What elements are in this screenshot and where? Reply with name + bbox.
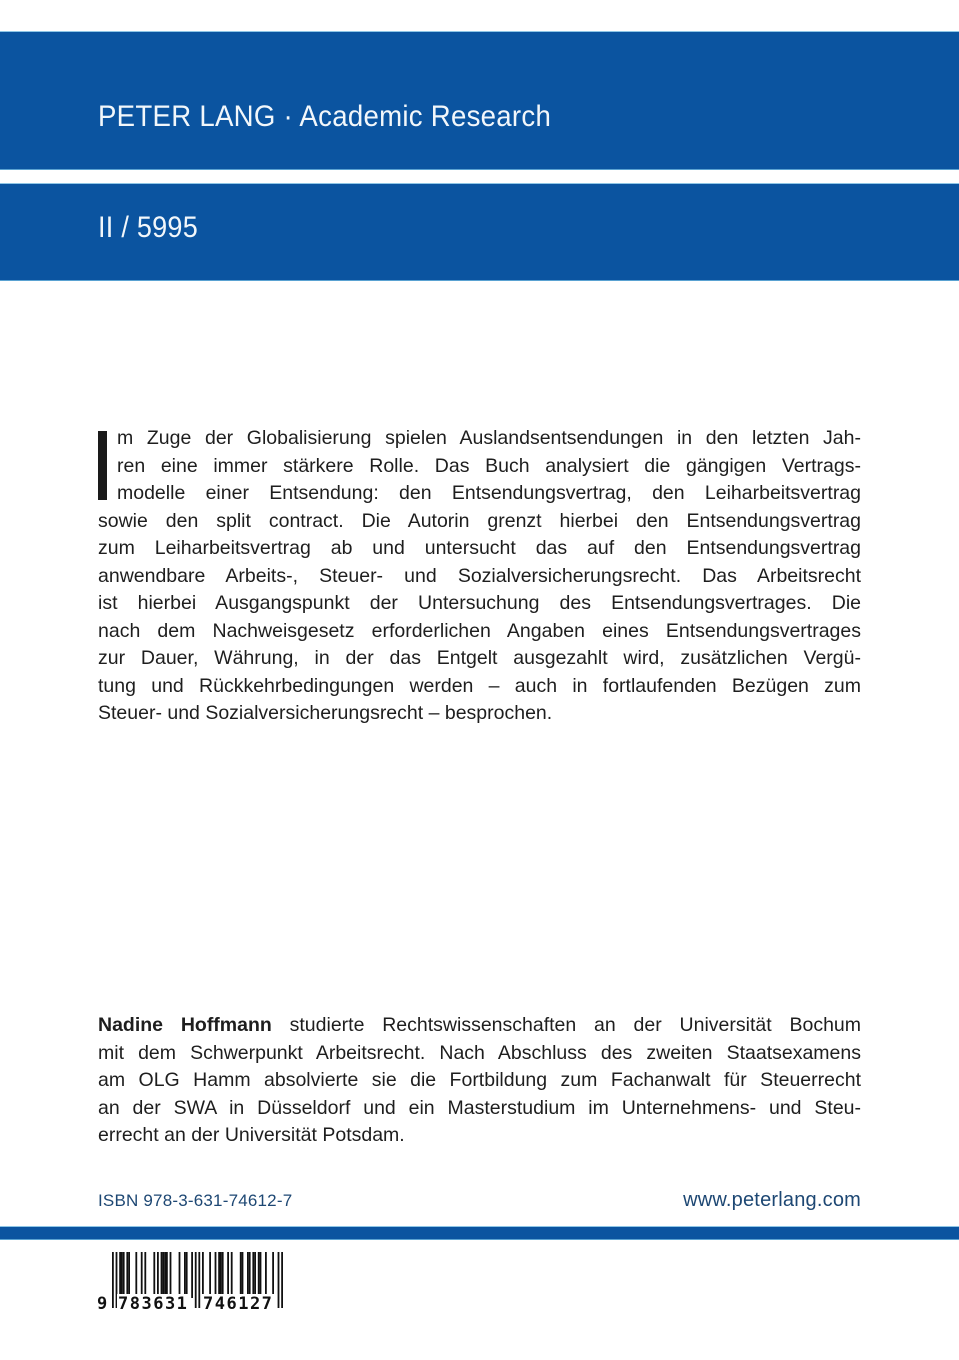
description-line: modelle einer Entsendung: den Entsendungsvertrag, den Leiharbeitsvertrag bbox=[117, 482, 861, 504]
barcode-bar bbox=[123, 1252, 125, 1298]
author-name: Nadine Hoffmann bbox=[98, 1014, 272, 1036]
barcode-bar bbox=[231, 1252, 233, 1298]
barcode-bar bbox=[112, 1252, 114, 1308]
barcode-bar bbox=[135, 1252, 137, 1298]
barcode-bar bbox=[252, 1252, 254, 1298]
barcode-bar bbox=[179, 1252, 181, 1298]
barcode-bar bbox=[161, 1252, 163, 1298]
barcode-bar bbox=[166, 1252, 168, 1298]
barcode-bar bbox=[170, 1252, 172, 1298]
drop-cap-letter bbox=[98, 431, 107, 500]
author-bio-line bbox=[98, 1012, 861, 1040]
barcode-bar bbox=[278, 1252, 280, 1308]
publisher-banner bbox=[0, 31, 959, 170]
barcode-bar bbox=[258, 1252, 260, 1298]
description-line: m Zuge der Globalisierung spielen Auslandsentsendungen in den letzten Jah- bbox=[117, 427, 861, 449]
barcode-bar bbox=[195, 1252, 197, 1308]
book-description bbox=[98, 425, 861, 728]
publisher-website-link[interactable]: www.peterlang.com bbox=[683, 1189, 861, 1211]
barcode-bar bbox=[220, 1252, 222, 1298]
barcode-bar bbox=[157, 1252, 159, 1298]
barcode-bar bbox=[119, 1252, 121, 1298]
barcode-bar bbox=[242, 1252, 244, 1298]
barcode-left-group: 783631 bbox=[118, 1294, 189, 1314]
barcode-bar bbox=[254, 1252, 256, 1298]
description-line: zum Leiharbeitsvertrag ab und untersucht das auf den Entsendungsvertrag bbox=[98, 537, 861, 559]
author-bio-line: mit dem Schwerpunkt Arbeitsrecht. Nach Abschluss des zweiten Staatsexamens bbox=[98, 1041, 861, 1064]
publisher-line: PETER LANG · Academic Research bbox=[98, 100, 552, 133]
barcode-bar bbox=[141, 1252, 143, 1298]
barcode-bar bbox=[240, 1252, 242, 1298]
barcode-bar bbox=[164, 1252, 166, 1298]
barcode-bar bbox=[247, 1252, 249, 1298]
description-line: ist hierbei Ausgangspunkt der Untersuchung des Entsendungsvertrages. Die bbox=[98, 592, 861, 614]
barcode-bar bbox=[198, 1252, 200, 1308]
barcode-bar bbox=[222, 1252, 224, 1298]
barcode-bar bbox=[281, 1252, 283, 1308]
barcode-bar bbox=[121, 1252, 123, 1298]
barcode-bar bbox=[209, 1252, 211, 1298]
description-line: anwendbare Arbeits-, Steuer- und Sozialversicherungsrecht. Das Arbeitsrecht bbox=[98, 564, 861, 587]
barcode-right-group: 746127 bbox=[203, 1294, 274, 1314]
author-bio-line: an der SWA in Düsseldorf und ein Masterstudium im Unternehmens- und Steu- bbox=[98, 1096, 861, 1119]
barcode-bar bbox=[260, 1252, 262, 1298]
author-bio-line: errecht an der Universität Potsdam. bbox=[98, 1124, 405, 1146]
isbn: ISBN 978-3-631-74612-7 bbox=[98, 1191, 293, 1210]
barcode-bar bbox=[227, 1252, 229, 1298]
barcode-bar bbox=[215, 1252, 217, 1298]
series-number: II / 5995 bbox=[98, 211, 199, 244]
description-line: Steuer- und Sozialversicherungsrecht – besprochen. bbox=[98, 702, 553, 724]
barcode-bar bbox=[126, 1252, 128, 1298]
isbn-barcode bbox=[97, 1250, 293, 1316]
description-line: ren eine immer stärkere Rolle. Das Buch analysiert die gängigen Vertrags- bbox=[117, 454, 861, 477]
author-bio-text: studierte Rechtswissenschaften an der Universität Bochum bbox=[271, 1014, 861, 1036]
series-banner bbox=[0, 183, 959, 281]
barcode-bar bbox=[186, 1252, 188, 1298]
barcode-bar bbox=[265, 1252, 267, 1298]
barcode-bar bbox=[218, 1252, 220, 1298]
description-line: tung und Rückkehrbedingungen werden – auch in fortlaufenden Bezügen zum bbox=[98, 674, 861, 697]
barcode-bar bbox=[184, 1252, 186, 1298]
barcode-bar bbox=[249, 1252, 251, 1298]
barcode-first-digit: 9 bbox=[97, 1294, 108, 1314]
barcode-bar bbox=[144, 1252, 146, 1298]
description-line: sowie den split contract. Die Autorin grenzt hierbei den Entsendungsvertrag bbox=[98, 509, 861, 532]
barcode-bar bbox=[128, 1252, 130, 1298]
author-bio bbox=[98, 1012, 861, 1150]
barcode-bar bbox=[191, 1252, 193, 1298]
barcode-bar bbox=[162, 1252, 164, 1298]
author-bio-line: am OLG Hamm absolvierte sie die Fortbildung zum Fachanwalt für Steuerrecht bbox=[98, 1069, 861, 1091]
barcode-bar bbox=[153, 1252, 155, 1298]
description-line: nach dem Nachweisgesetz erforderlichen Angaben eines Entsendungsvertrages bbox=[98, 619, 861, 642]
barcode-bar bbox=[202, 1252, 204, 1298]
footer-rule bbox=[0, 1226, 959, 1240]
description-line: zur Dauer, Währung, in der das Entgelt ausgezahlt wird, zusätzlichen Vergü- bbox=[98, 647, 861, 669]
barcode-bar bbox=[272, 1252, 274, 1298]
